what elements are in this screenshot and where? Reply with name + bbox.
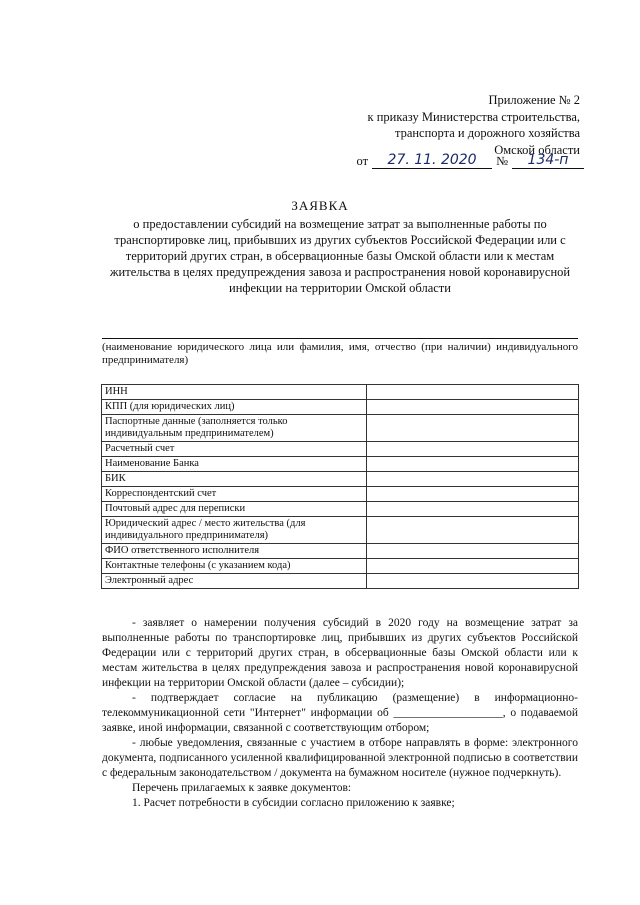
order-date-number xyxy=(357,152,585,169)
table-row-value-field[interactable] xyxy=(366,442,578,457)
order-from-label: от xyxy=(356,154,369,168)
table-row-label: ИНН xyxy=(102,385,367,400)
table-row-label: Юридический адрес / место жительства (для индивидуального предпринимателя) xyxy=(102,517,367,544)
table-row xyxy=(102,502,579,517)
appendix-line-3: транспорта и дорожного хозяйства xyxy=(394,126,580,140)
appendix-header xyxy=(368,92,580,158)
table-row-label: Контактные телефоны (с указанием кода) xyxy=(102,559,367,574)
table-row xyxy=(102,517,579,544)
table-row-value-field[interactable] xyxy=(366,415,578,442)
declaration-paragraph-1: - заявляет о намерении получения субсидий в 2020 году на возмещение затрат за выполненные работы по транспортировке лиц, прибывших из других субъектов Российской Федерации или с территорий других стран, в обсервационные базы Омской области или к местам жительства в целях предупреждения завоза и распространения новой коронавирусной инфекции на территории Омской области (далее – субсидии); xyxy=(102,617,578,689)
table-row xyxy=(102,472,579,487)
declaration-paragraph-3: - любые уведомления, связанные с участием в отборе направлять в форме: электронного документа, подписанного усиленной квалифицированной электронной подписью в соответствии с федеральным законодательством / документа на бумажном носителе (нужное подчеркнуть). xyxy=(102,737,578,779)
table-row xyxy=(102,400,579,415)
appendix-line-2: к приказу Министерства строительства, xyxy=(367,109,580,124)
table-row xyxy=(102,574,579,589)
table-row-value-field[interactable] xyxy=(366,517,578,544)
order-number-label: № xyxy=(496,154,508,168)
table-row-value-field[interactable] xyxy=(366,559,578,574)
table-row xyxy=(102,487,579,502)
table-row-label: Корреспондентский счет xyxy=(102,487,367,502)
documents-list-heading: Перечень прилагаемых к заявке документов: xyxy=(132,782,352,794)
table-row-label: ФИО ответственного исполнителя xyxy=(102,544,367,559)
table-row-value-field[interactable] xyxy=(366,472,578,487)
document-subtitle: о предоставлении субсидий на возмещение затрат за выполненные работы по транспортировке лиц, прибывших из других субъектов Российской Федерации или с территорий других стран, в обсервационные базы Омской области или к местам жительства в целях предупреждения завоза и распространения новой коронавирусной инфекции на территории Омской области xyxy=(109,217,571,295)
appendix-title: Приложение № 2 xyxy=(488,93,580,107)
applicant-info-table xyxy=(101,384,579,589)
table-row-label: КПП (для юридических лиц) xyxy=(102,400,367,415)
document-title: ЗАЯВКА xyxy=(291,198,349,213)
table-row-value-field[interactable] xyxy=(366,385,578,400)
declaration-paragraph-2: - подтверждает согласие на публикацию (размещение) в информационно-телекоммуникационной сети "Интернет" информации об ___________________, о подаваемой заявке, иной информации, связанной с соответствующим отбором; xyxy=(102,692,578,734)
table-row-label: Расчетный счет xyxy=(102,442,367,457)
table-row-value-field[interactable] xyxy=(366,400,578,415)
table-row-label: Наименование Банка xyxy=(102,457,367,472)
table-row-label: Почтовый адрес для переписки xyxy=(102,502,367,517)
order-number-handwritten: 134-п xyxy=(512,152,584,169)
table-row xyxy=(102,544,579,559)
table-row-label: Паспортные данные (заполняется только индивидуальным предпринимателем) xyxy=(102,415,367,442)
applicant-name-line[interactable] xyxy=(102,338,578,339)
table-row-label: БИК xyxy=(102,472,367,487)
table-row-label: Электронный адрес xyxy=(102,574,367,589)
table-row-value-field[interactable] xyxy=(366,457,578,472)
declaration-text xyxy=(102,616,578,811)
table-row-value-field[interactable] xyxy=(366,487,578,502)
order-date-handwritten: 27. 11. 2020 xyxy=(372,152,492,169)
appendix-line-4: Омской области xyxy=(494,142,580,157)
applicant-caption: (наименование юридического лица или фамилия, имя, отчество (при наличии) индивидуального предпринимателя) xyxy=(102,341,578,366)
table-row xyxy=(102,559,579,574)
documents-list-item-1: 1. Расчет потребности в субсидии согласно приложению к заявке; xyxy=(132,797,455,809)
table-row-value-field[interactable] xyxy=(366,502,578,517)
table-row xyxy=(102,457,579,472)
table-row xyxy=(102,415,579,442)
table-row xyxy=(102,442,579,457)
table-row-value-field[interactable] xyxy=(366,544,578,559)
table-row xyxy=(102,385,579,400)
table-row-value-field[interactable] xyxy=(366,574,578,589)
